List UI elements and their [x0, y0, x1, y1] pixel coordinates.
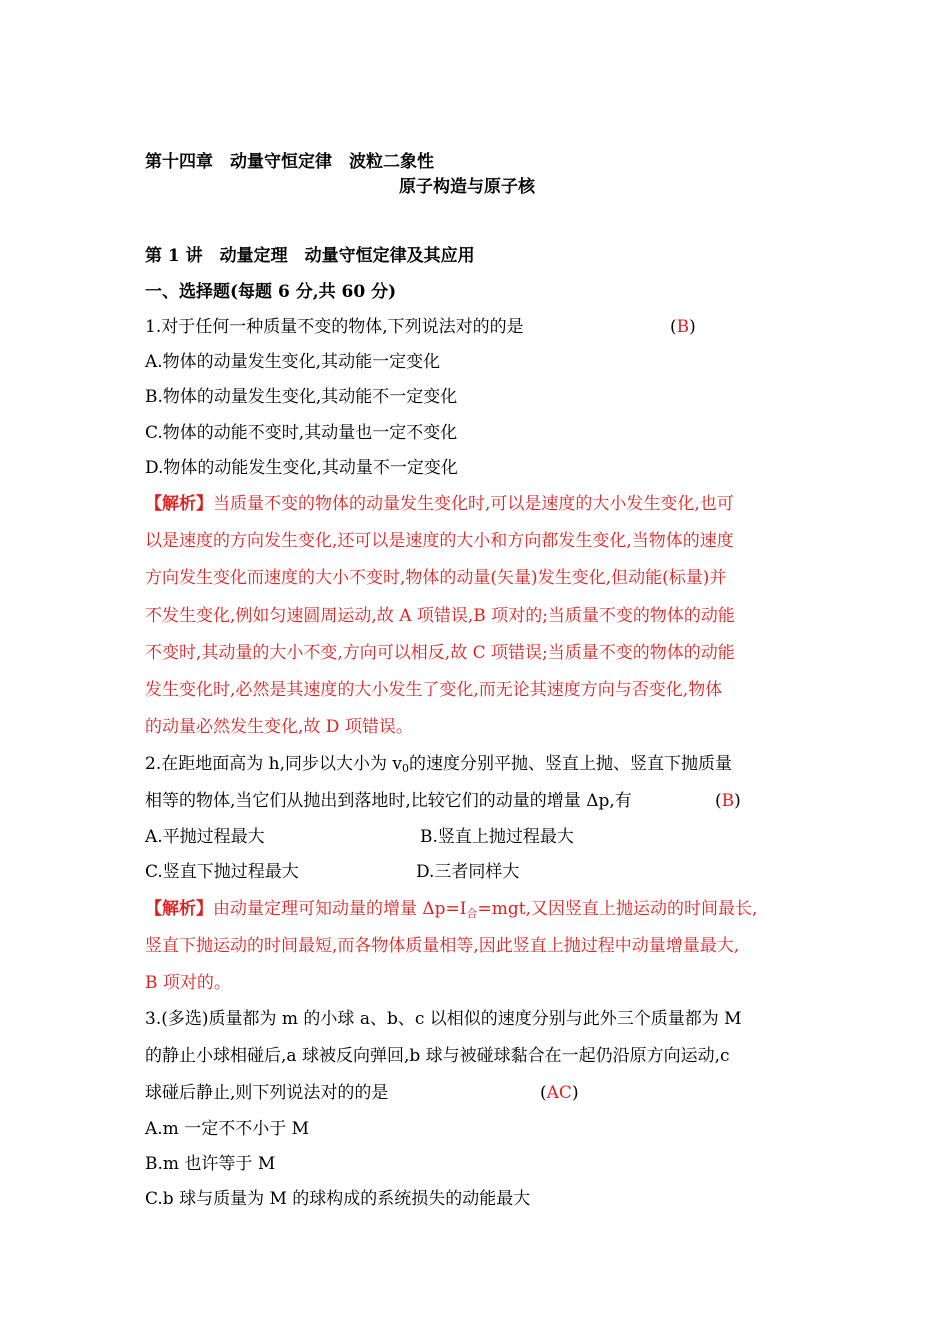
- chapter-subtitle: 原子构造与原子核: [399, 177, 535, 197]
- question-3-option-c: C.b 球与质量为 M 的球构成的系统损失的动能最大: [145, 1189, 531, 1209]
- question-1-option-b: B.物体的动量发生变化,其动能不一定变化: [145, 387, 458, 407]
- analysis-tag: 【解析】: [145, 494, 213, 514]
- question-1-analysis-line: 不变时,其动量的大小不变,方向可以相反,故 C 项错误;当质量不变的物体的动能: [145, 643, 735, 663]
- question-3-answer: (AC): [540, 1083, 579, 1103]
- answer-value: B: [721, 791, 735, 811]
- question-2-stem: 2.在距地面高为 h,同步以大小为 $v_0$的速度分别平抛、竖直上抛、竖直下抛质量: [145, 754, 732, 775]
- question-2-analysis-line: B 项对的。: [145, 973, 231, 993]
- question-1-analysis-line: 方向发生变化而速度的大小不变时,物体的动量(矢量)发生变化,但动能(标量)并: [145, 568, 727, 588]
- question-2-option-a: A.平抛过程最大: [145, 827, 265, 847]
- question-1-analysis-line: 不发生变化,例如匀速圆周运动,故 A 项错误,B 项对的;当质量不变的物体的动能: [145, 606, 735, 626]
- question-1-analysis-line: 以是速度的方向发生变化,还可以是速度的大小和方向都发生变化,当物体的速度: [145, 531, 734, 551]
- question-3-stem: 的静止小球相碰后,a 球被反向弹回,b 球与被碰球黏合在一起仍沿原方向运动,c: [145, 1046, 730, 1066]
- question-1-option-c: C.物体的动能不变时,其动量也一定不变化: [145, 423, 458, 443]
- question-2-stem: 相等的物体,当它们从抛出到落地时,比较它们的动量的增量 Δp,有: [145, 791, 632, 811]
- question-3-stem: 球碰后静止,则下列说法对的的是: [145, 1083, 389, 1103]
- question-2-option-c: C.竖直下抛过程最大: [145, 862, 299, 882]
- section-title: 一、选择题(每题 6 分,共 60 分): [145, 282, 397, 302]
- question-2-option-b: B.竖直上抛过程最大: [420, 827, 574, 847]
- question-1-answer: (B): [670, 317, 696, 337]
- analysis-tag: 【解析】: [145, 899, 213, 919]
- question-1-option-d: D.物体的动能发生变化,其动量不一定变化: [145, 458, 458, 478]
- question-2-answer: (B): [715, 791, 741, 811]
- question-1-analysis-line: 的动量必然发生变化,故 D 项错误。: [145, 717, 413, 737]
- answer-value: AC: [546, 1083, 572, 1103]
- question-1-analysis-line: 发生变化时,必然是其速度的大小发生了变化,而无论其速度方向与否变化,物体: [145, 680, 723, 700]
- question-1-analysis-line: 【解析】当质量不变的物体的动量发生变化时,可以是速度的大小发生变化,也可: [145, 494, 734, 514]
- question-1-stem: 1.对于任何一种质量不变的物体,下列说法对的的是: [145, 317, 524, 337]
- answer-value: B: [676, 317, 690, 337]
- question-3-stem: 3.(多选)质量都为 m 的小球 a、b、c 以相似的速度分别与此外三个质量都为 M: [145, 1009, 742, 1029]
- question-3-option-b: B.m 也许等于 M: [145, 1154, 276, 1174]
- question-2-option-d: D.三者同样大: [416, 862, 520, 882]
- question-1-option-a: A.物体的动量发生变化,其动能一定变化: [145, 352, 441, 372]
- lecture-title: 第 1 讲 动量定理 动量守恒定律及其应用: [145, 246, 475, 266]
- question-2-analysis-line: 竖直下抛运动的时间最短,而各物体质量相等,因此竖直上抛过程中动量增量最大,: [145, 936, 740, 956]
- question-2-analysis-line: 【解析】由动量定理可知动量的增量 $\Delta p=I_合=mgt$,又因竖直上抛运动的时间最长,: [145, 899, 758, 920]
- chapter-title: 第十四章 动量守恒定律 波粒二象性: [145, 152, 434, 172]
- question-3-option-a: A.m 一定不不小于 M: [145, 1119, 310, 1139]
